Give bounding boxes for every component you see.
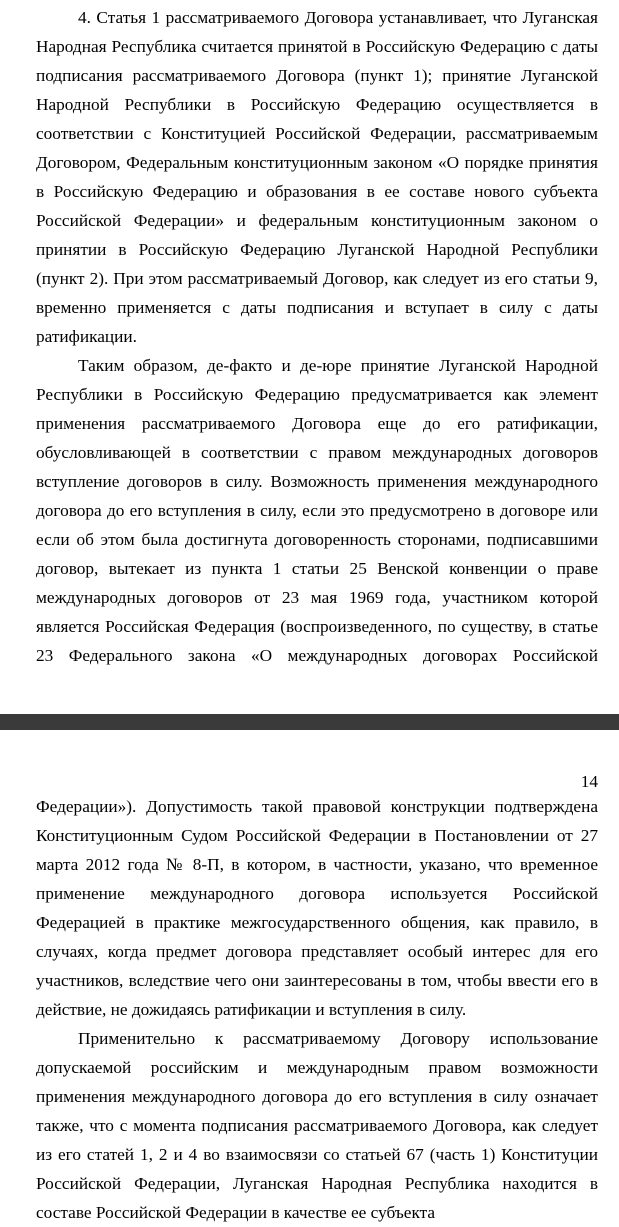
page-separator [0,714,619,730]
page-number: 14 [580,772,598,791]
paragraph-continuation: Федерации»). Допустимость такой правовой конструкции подтверждена Конституционным Судом Российской Федерации в Постановлении от 27 марта 2012 года № 8-П, в котором, в частности, указано, что временное применение международного договора используется Российской Федерацией в практике межгосударственного общения, как правило, в случаях, когда предмет договора представляет особый интерес для его участников, вследствие чего они заинтересованы в том, чтобы ввести его в действие, не дожидаясь ратификации и вступления в силу. [36,797,598,1019]
paragraph-article-1: 4. Статья 1 рассматриваемого Договора устанавливает, что Луганская Народная Республика считается принятой в Российскую Федерацию с даты подписания рассматриваемого Договора (пункт 1); принятие Луганской Народной Республики в Российскую Федерацию осуществляется в соответствии с Конституцией Российской Федерации, рассматриваемым Договором, Федеральным конституционным законом «О порядке принятия в Российскую Федерацию и образования в ее составе нового субъекта Российской Федерации» и федеральным конституционным законом о принятии в Российскую Федерацию Луганской Народной Республики (пункт 2). При этом рассматриваемый Договор, как следует из его статьи 9, временно применяется с даты подписания и вступает в силу с даты ратификации. [36,8,598,346]
document-page-bottom [0,730,619,1224]
paragraph-de-facto: Таким образом, де-факто и де-юре принятие Луганской Народной Республики в Российскую Федерацию предусматривается как элемент применения рассматриваемого Договора еще до его ратификации, обусловливающей в соответствии с правом международных договоров вступление договоров в силу. Возможность применения международного договора до его вступления в силу, если это предусмотрено в договоре или если об этом была достигнута договоренность сторонами, подписавшими договор, вытекает из пункта 1 статьи 25 Венской конвенции о праве международных договоров от 23 мая 1969 года, участником которой является Российская Федерация (воспроизведенного, по существу, в статье 23 Федерального закона «О международных договорах Российской [36,356,598,665]
paragraph-application: Применительно к рассматриваемому Договору использование допускаемой российским и международным правом возможности применения международного договора до его вступления в силу означает также, что с момента подписания рассматриваемого Договора, как следует из его статей 1, 2 и 4 во взаимосвязи со статьей 67 (часть 1) Конституции Российской Федерации, Луганская Народная Республика находится в составе Российской Федерации в качестве ее субъекта [36,1029,598,1222]
page-top-text [36,3,598,670]
page-bottom-text [36,792,598,1227]
